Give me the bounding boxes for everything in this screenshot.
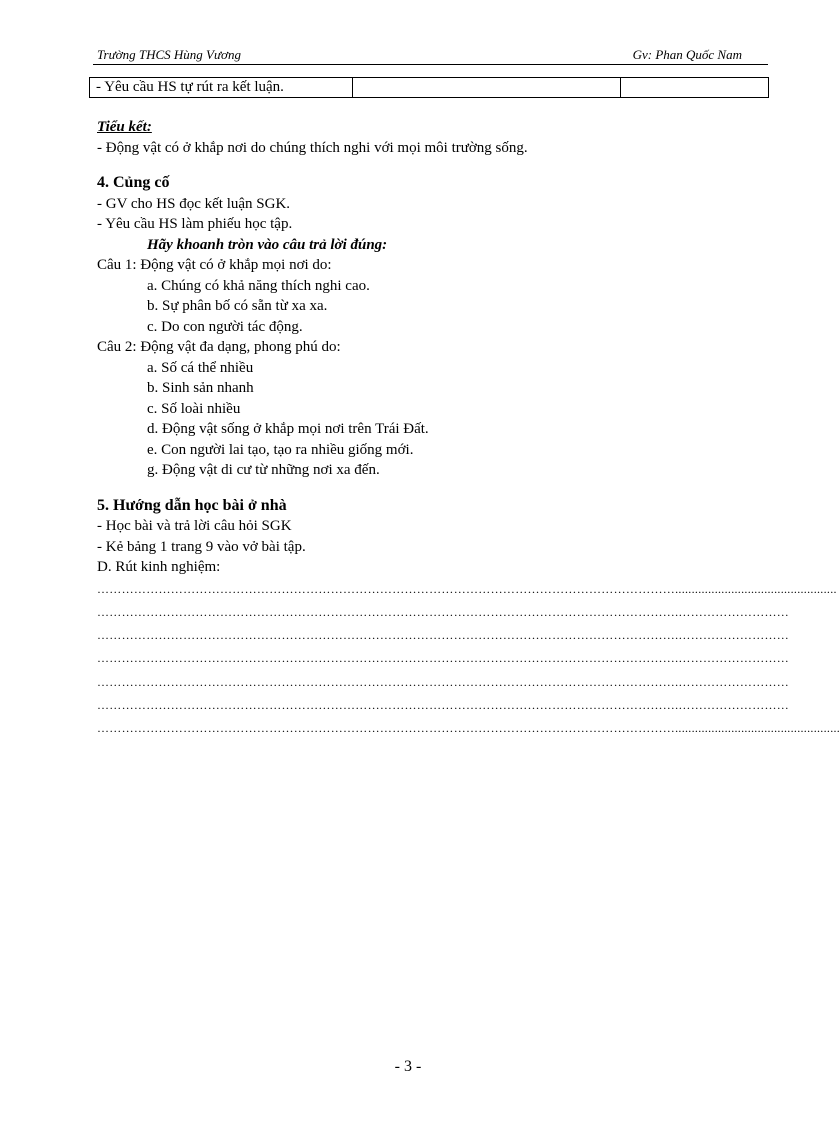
dotted-line: …………………………………………………………………………………………………………………………….………………………	[97, 628, 790, 643]
table-cell-content	[621, 78, 769, 98]
section-4-title: 4. Củng cố	[97, 174, 170, 191]
table-row	[90, 78, 769, 98]
dotted-line: ……………………………………………………………………………………………………………………………..................................................	[97, 721, 840, 736]
section-4-line: - GV cho HS đọc kết luận SGK.	[97, 195, 291, 212]
question-1-option: b. Sự phân bố có sẵn từ xa xa.	[147, 298, 328, 314]
question-2-option: g. Động vật di cư từ những nơi xa đến.	[147, 462, 380, 478]
question-2-option: e. Con người lai tạo, tạo ra nhiều giống mới.	[147, 441, 414, 458]
lesson-table	[89, 77, 769, 98]
section-5-line: - Học bài và trả lời câu hỏi SGK	[97, 518, 292, 534]
document-body	[97, 117, 840, 741]
page-header	[97, 47, 742, 63]
question-2: Câu 2: Động vật đa dạng, phong phú do:	[97, 339, 341, 355]
question-2-option: b. Sinh sản nhanh	[147, 380, 254, 396]
question-2-option: c. Số loài nhiều	[147, 400, 241, 417]
dotted-line: …………………………………………………………………………………………………………………………….………………………	[97, 674, 790, 689]
header-rule	[93, 64, 768, 65]
question-2-option: a. Số cá thể nhiều	[147, 359, 254, 376]
question-2-option: d. Động vật sống ở khắp mọi nơi trên Trái Đất.	[147, 421, 429, 437]
question-1-option: a. Chúng có khả năng thích nghi cao.	[147, 277, 370, 294]
table-cell-activity: - Yêu cầu HS tự rút ra kết luận.	[90, 78, 353, 98]
table-cell-student	[353, 78, 621, 98]
summary-heading: Tiểu kết:	[97, 119, 152, 135]
summary-block	[97, 117, 757, 138]
dotted-line: …………………………………………………………………………………………………………………………….………………………	[97, 604, 790, 619]
page-number: - 3 -	[394, 1058, 422, 1075]
header-teacher: Gv: Phan Quốc Nam	[632, 47, 742, 62]
experience-heading: D. Rút kinh nghiệm:	[97, 559, 221, 575]
section-5-title: 5. Hướng dẫn học bài ở nhà	[97, 496, 287, 514]
dotted-line: …………………………………………………………………………………………………………………………….………………………	[97, 697, 790, 712]
worksheet-instruction: Hãy khoanh tròn vào câu trả lời đúng:	[147, 236, 388, 253]
section-4-line: - Yêu cầu HS làm phiếu học tập.	[97, 216, 293, 232]
section-5-line: - Kẻ bảng 1 trang 9 vào vở bài tập.	[97, 538, 306, 555]
header-school: Trường THCS Hùng Vương	[97, 47, 241, 62]
summary-text: - Động vật có ở khắp nơi do chúng thích nghi với mọi môi trường sống.	[97, 139, 528, 156]
dotted-line: …………………………………………………………………………………………………………………………….................................................	[97, 581, 837, 596]
question-1-option: c. Do con người tác động.	[147, 318, 303, 335]
dotted-line: …………………………………………………………………………………………………………………………….………………………	[97, 651, 790, 666]
question-1: Câu 1: Động vật có ở khắp mọi nơi do:	[97, 257, 332, 273]
